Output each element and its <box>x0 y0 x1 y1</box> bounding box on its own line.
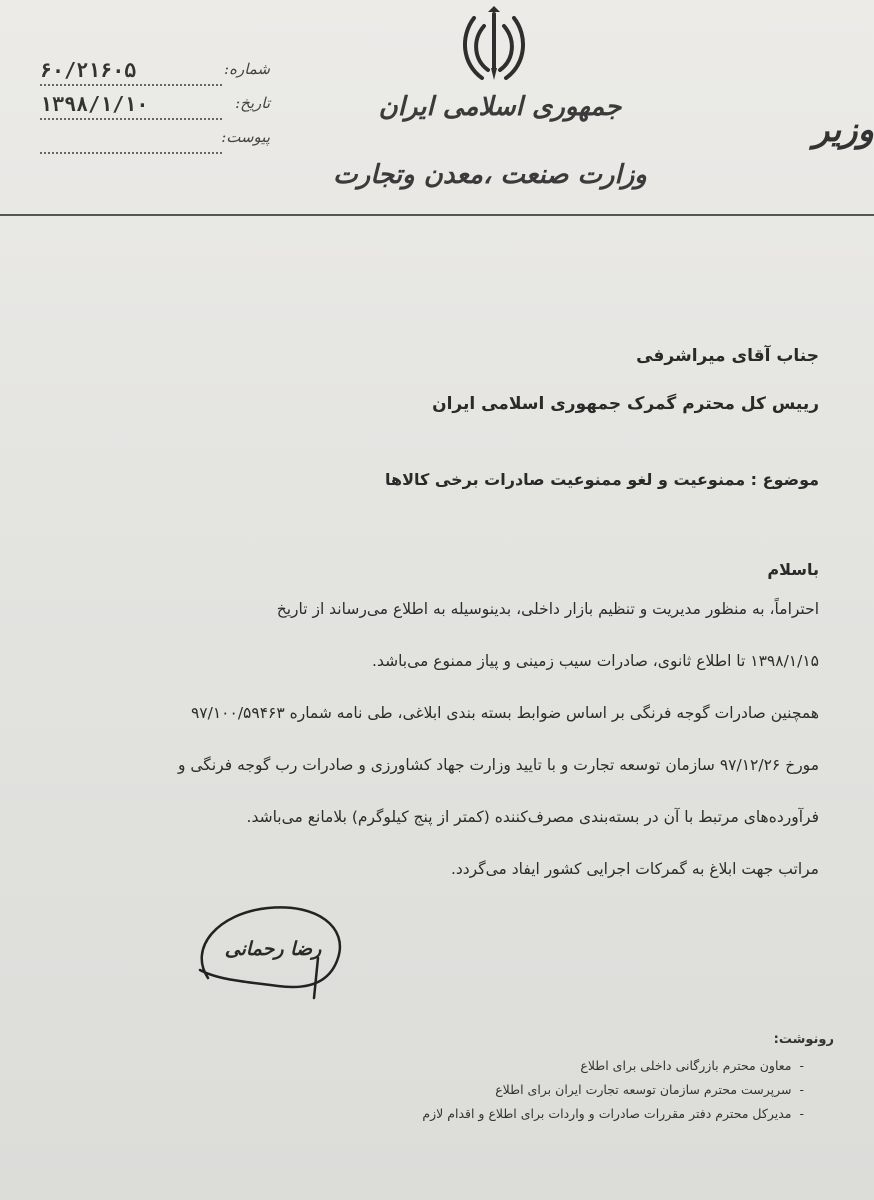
body-line: ۱۳۹۸/۱/۱۵ تا اطلاع ثانوی، صادرات سیب زمینی و پیاز ممنوع می‌باشد. <box>372 652 819 670</box>
cc-item-text: معاون محترم بازرگانی داخلی برای اطلاع <box>580 1058 792 1073</box>
cc-item-text: سرپرست محترم سازمان توسعه تجارت ایران برای اطلاع <box>495 1082 792 1097</box>
cc-item <box>422 1106 804 1130</box>
ministry-title: وزارت صنعت ،معدن وتجارت <box>333 160 647 190</box>
number-label: شماره: <box>224 60 270 78</box>
body-line: احتراماً، به منظور مدیریت و تنظیم بازار داخلی، بدینوسیله به اطلاع می‌رساند از تاریخ <box>276 600 819 618</box>
number-dotted-line <box>40 84 222 86</box>
header-divider <box>0 214 874 216</box>
cc-list <box>422 1058 804 1130</box>
body-line: مورخ ۹۷/۱۲/۲۶ سازمان توسعه تجارت و با تایید وزارت جهاد کشاورزی و صادرات رب گوجه فرنگی و <box>177 756 819 774</box>
cc-item <box>422 1082 804 1106</box>
greeting: باسلام <box>767 560 819 579</box>
cc-item <box>422 1058 804 1082</box>
minister-side-title: وزیر <box>812 110 874 150</box>
body-line: همچنین صادرات گوجه فرنگی بر اساس ضوابط بسته بندی ابلاغی، طی نامه شماره ۹۷/۱۰۰/۵۹۴۶۳ <box>190 704 819 722</box>
subject-line: موضوع : ممنوعیت و لغو ممنوعیت صادرات برخی کالاها <box>385 470 819 489</box>
attachment-dotted-line <box>40 152 222 154</box>
letterhead <box>0 0 874 220</box>
number-value: ۶۰/۲۱۶۰۵ <box>40 58 137 82</box>
body-line: مراتب جهت ابلاغ به گمرکات اجرایی کشور ایفاد می‌گردد. <box>450 860 819 878</box>
bullet-dash-icon: - <box>799 1106 804 1121</box>
date-label: تاریخ: <box>235 94 270 112</box>
cc-label: رونوشت: <box>773 1032 834 1047</box>
attachment-label: پیوست: <box>221 128 270 146</box>
date-value: ۱۳۹۸/۱/۱۰ <box>40 92 149 116</box>
bullet-dash-icon: - <box>799 1058 804 1073</box>
attachment-row <box>30 126 270 160</box>
signature <box>188 898 358 1008</box>
letter-meta <box>30 58 270 160</box>
body-line: فرآورده‌های مرتبط با آن در بسته‌بندی مصرف‌کننده (کمتر از پنج کیلوگرم) بلامانع می‌باشد. <box>246 808 819 826</box>
recipient-name: جناب آقای میراشرفی <box>636 346 819 366</box>
date-dotted-line <box>40 118 222 120</box>
cc-item-text: مدیرکل محترم دفتر مقررات صادرات و واردات برای اطلاع و اقدام لازم <box>422 1106 792 1121</box>
iran-emblem-icon <box>458 6 530 86</box>
letter-body <box>39 600 819 912</box>
country-title: جمهوری اسلامی ایران <box>378 92 622 122</box>
number-row <box>30 58 270 92</box>
bullet-dash-icon: - <box>799 1082 804 1097</box>
recipient-title: رییس کل محترم گمرک جمهوری اسلامی ایران <box>432 394 819 414</box>
date-row <box>30 92 270 126</box>
signatory-name: رضا رحمانی <box>224 938 322 960</box>
